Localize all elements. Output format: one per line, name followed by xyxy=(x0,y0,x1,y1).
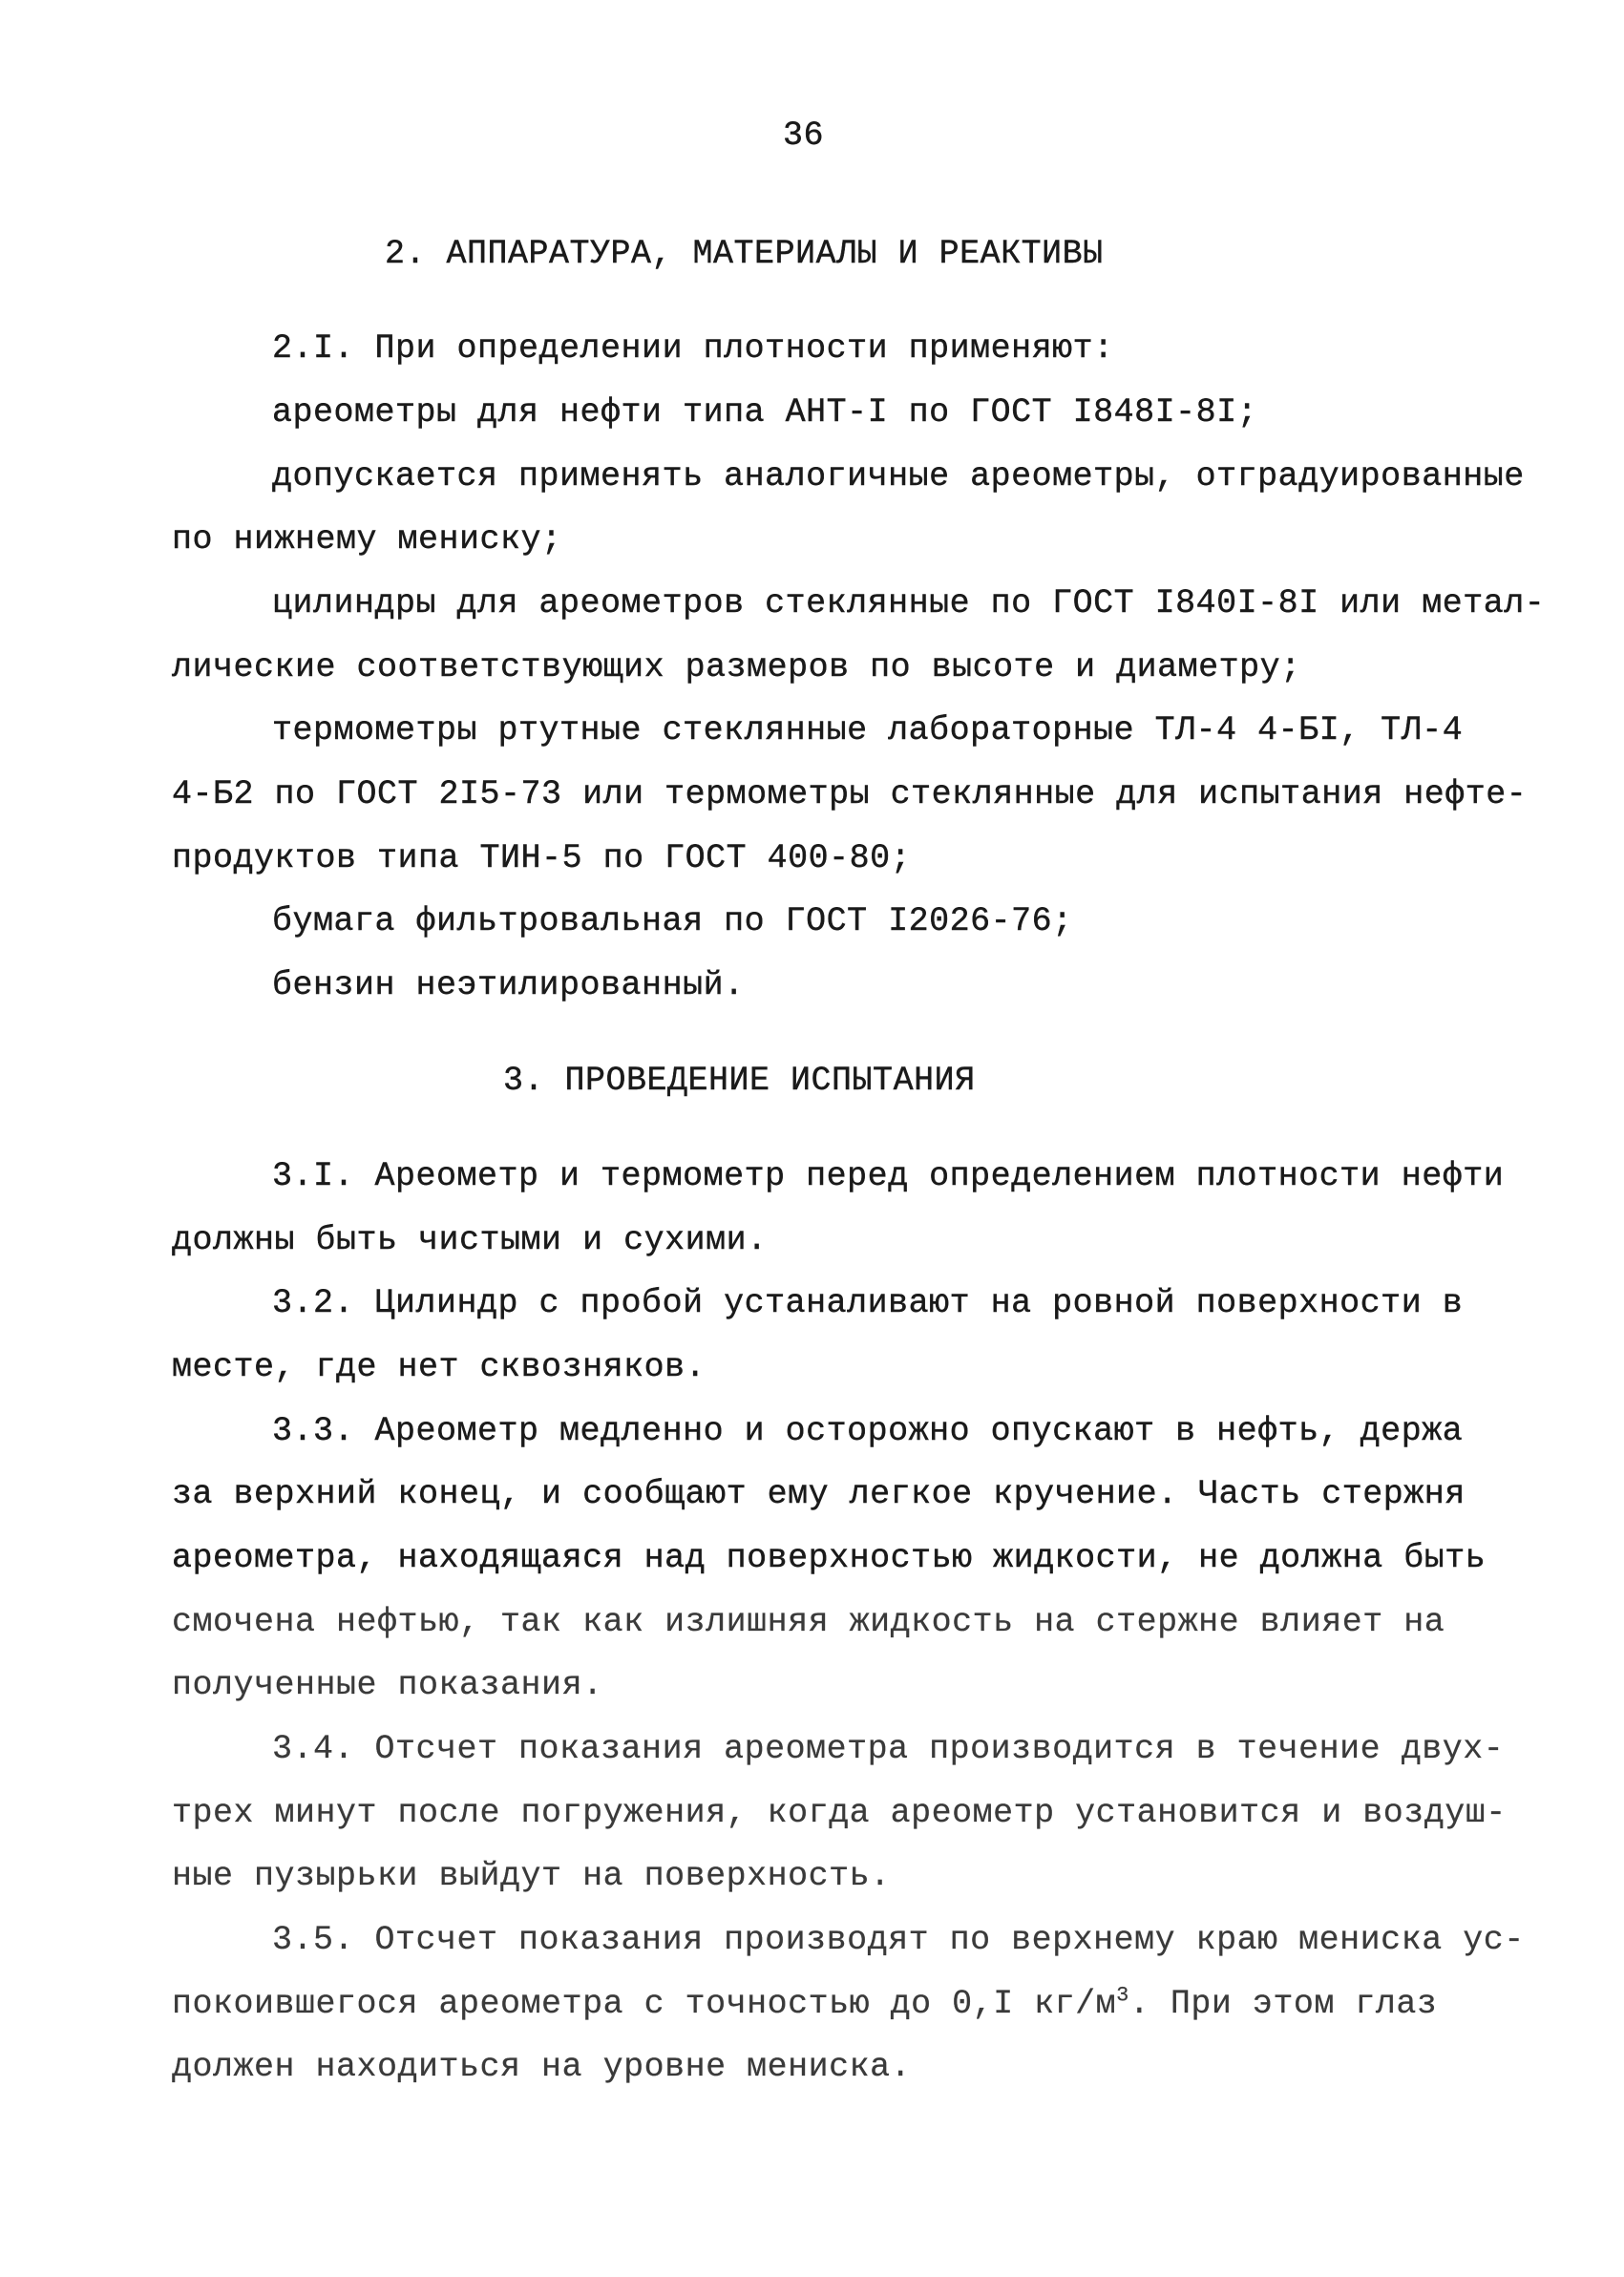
list-item-gasoline: бензин неэтилированный. xyxy=(272,966,745,1004)
list-item-thermometers-line-2: 4-Б2 по ГОСТ 2I5-73 или термометры стеклянные для испытания нефте- xyxy=(172,775,1528,813)
list-item-areometers: ареометры для нефти типа АНТ-I по ГОСТ I848I-8I; xyxy=(272,393,1258,432)
list-item-thermometers-line-1: термометры ртутные стеклянные лабораторные ТЛ-4 4-БI, ТЛ-4 xyxy=(272,711,1464,749)
paragraph-3-3-line-4: смочена нефтью, так как излишняя жидкость на стержне влияет на xyxy=(172,1603,1445,1641)
paragraph-3-4-line-2: трех минут после погружения, когда ареометр установится и воздуш- xyxy=(172,1794,1507,1832)
section-2-heading: 2. АППАРАТУРА, МАТЕРИАЛЫ И РЕАКТИВЫ xyxy=(385,235,1104,273)
paragraph-3-4-line-3: ные пузырьки выйдут на поверхность. xyxy=(172,1857,891,1895)
page-number: 36 xyxy=(783,116,825,155)
paragraph-3-1-line-1: 3.I. Ареометр и термометр перед определением плотности нефти xyxy=(272,1157,1505,1195)
section-3-heading: 3. ПРОВЕДЕНИЕ ИСПЫТАНИЯ xyxy=(503,1062,976,1100)
paragraph-3-2-line-2: месте, где нет сквозняков. xyxy=(172,1348,707,1386)
paragraph-3-4-line-1: 3.4. Отсчет показания ареометра производится в течение двух- xyxy=(272,1730,1505,1768)
list-item-cylinders-line-1: цилиндры для ареометров стеклянные по ГОСТ I840I-8I или метал- xyxy=(272,584,1546,622)
list-item-analog-areometers-line-2: по нижнему мениску; xyxy=(172,520,562,559)
paragraph-2-1-intro: 2.I. При определении плотности применяют: xyxy=(272,329,1114,368)
paragraph-3-5-line-1: 3.5. Отсчет показания производят по верхнему краю мениска ус- xyxy=(272,1921,1525,1959)
paragraph-3-5-line-2-part-b: . При этом глаз xyxy=(1128,1985,1438,2023)
paragraph-3-5-line-2-part-a: покоившегося ареометра с точностью до 0,I кг/м xyxy=(172,1985,1117,2023)
paragraph-3-5-line-2 xyxy=(172,1983,1437,2025)
paragraph-3-3-line-5: полученные показания. xyxy=(172,1666,603,1704)
paragraph-3-5-line-3: должен находиться на уровне мениска. xyxy=(172,2048,912,2086)
paragraph-3-2-line-1: 3.2. Цилиндр с пробой устаналивают на ровной поверхности в xyxy=(272,1284,1464,1322)
paragraph-3-3-line-3: ареометра, находящаяся над поверхностью жидкости, не должна быть xyxy=(172,1539,1487,1577)
paragraph-3-3-line-1: 3.3. Ареометр медленно и осторожно опускают в нефть, держа xyxy=(272,1412,1464,1450)
list-item-thermometers-line-3: продуктов типа ТИН-5 по ГОСТ 400-80; xyxy=(172,839,912,877)
unit-superscript: 3 xyxy=(1116,1983,1129,2008)
paragraph-3-3-line-2: за верхний конец, и сообщают ему легкое кручение. Часть стержня xyxy=(172,1475,1466,1513)
list-item-analog-areometers-line-1: допускается применять аналогичные ареометры, отградуированные xyxy=(272,457,1525,495)
list-item-filter-paper: бумага фильтровальная по ГОСТ I2026-76; xyxy=(272,902,1073,940)
paragraph-3-1-line-2: должны быть чистыми и сухими. xyxy=(172,1221,768,1259)
list-item-cylinders-line-2: лические соответствующих размеров по высоте и диаметру; xyxy=(172,648,1301,686)
